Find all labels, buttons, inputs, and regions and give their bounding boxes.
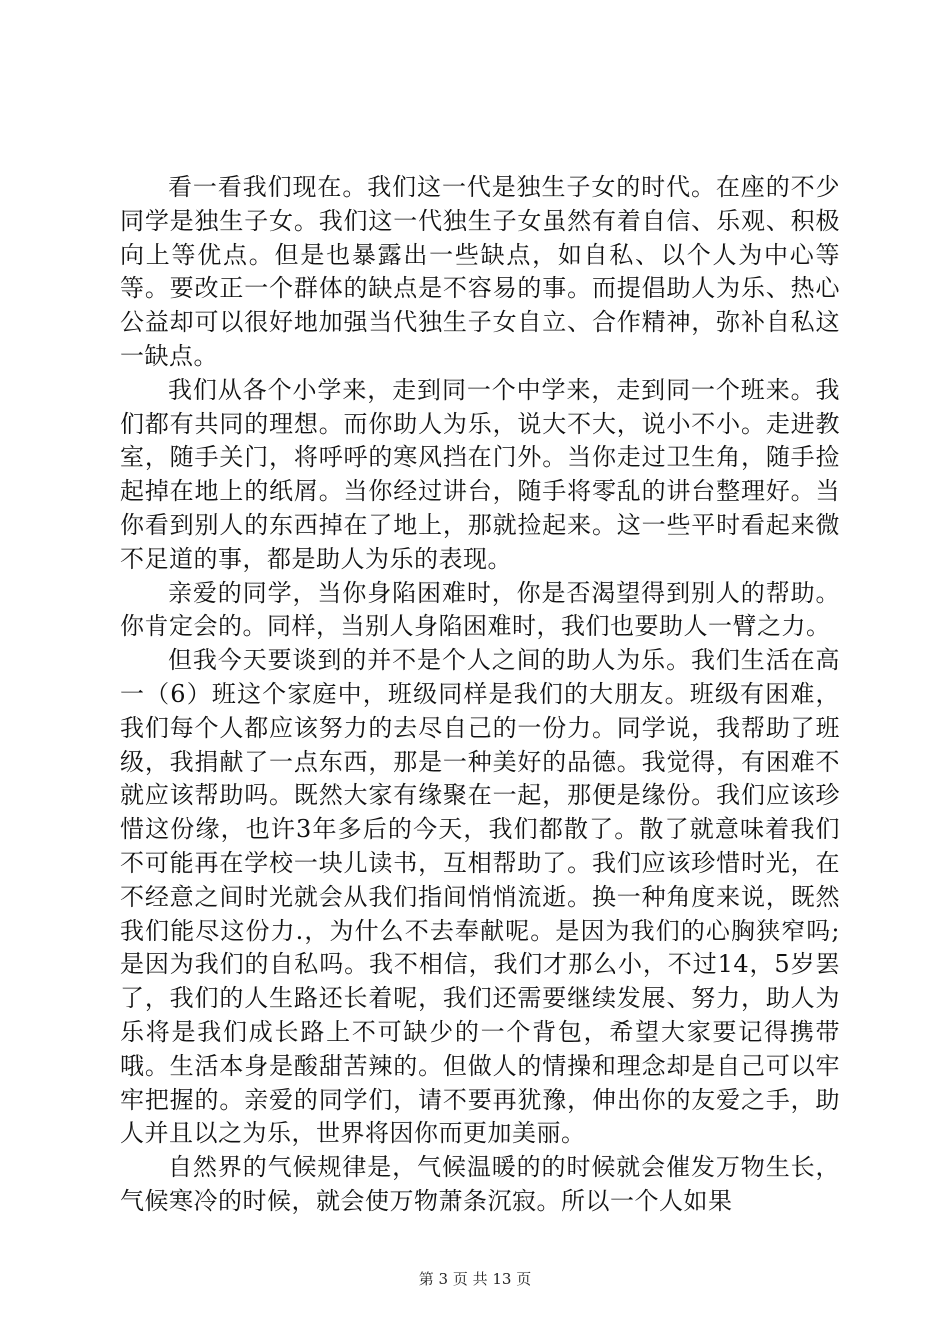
paragraph-2: 我们从各个小学来，走到同一个中学来，走到同一个班来。我们都有共同的理想。而你助人为乐，说大不大，说小不小。走进教室，随手关门，将呼呼的寒风挡在门外。当你走过卫生角，随手捡起掉在地上的纸屑。当你经过讲台，随手将零乱的讲台整理好。当你看到别人的东西掉在了地上，那就捡起来。这一些平时看起来微不足道的事，都是助人为乐的表现。 — [120, 375, 840, 573]
paragraph-3: 亲爱的同学，当你身陷困难时，你是否渴望得到别人的帮助。你肯定会的。同样，当别人身陷困难时，我们也要助人一臂之力。 — [120, 578, 840, 641]
paragraph-4: 但我今天要谈到的并不是个人之间的助人为乐。我们生活在高一（6）班这个家庭中，班级同样是我们的大朋友。班级有困难，我们每个人都应该努力的去尽自己的一份力。同学说，我帮助了班级，我捐献了一点东西，那是一种美好的品德。我觉得，有困难不就应该帮助吗。既然大家有缘聚在一起，那便是缘份。我们应该珍惜这份缘，也许3年多后的今天，我们都散了。散了就意味着我们不可能再在学校一块儿读书，互相帮助了。我们应该珍惜时光，在不经意之间时光就会从我们指间悄悄流逝。换一种角度来说，既然我们能尽这份力.，为什么不去奉献呢。是因为我们的心胸狭窄吗;是因为我们的自私吗。我不相信，我们才那么小，不过14，5岁罢了，我们的人生路还长着呢，我们还需要继续发展、努力，助人为乐将是我们成长路上不可缺少的一个背包，希望大家要记得携带哦。生活本身是酸甜苦辣的。但做人的情操和理念却是自己可以牢牢把握的。亲爱的同学们，请不要再犹豫，伸出你的友爱之手，助人并且以之为乐，世界将因你而更加美丽。 — [120, 646, 840, 1148]
paragraph-5: 自然界的气候规律是，气候温暖的的时候就会催发万物生长，气候寒冷的时候，就会使万物萧条沉寂。所以一个人如果 — [120, 1153, 840, 1215]
page-number-footer: 第 3 页 共 13 页 — [418, 1270, 532, 1288]
paragraph-1: 看一看我们现在。我们这一代是独生子女的时代。在座的不少同学是独生子女。我们这一代独生子女虽然有着自信、乐观、积极向上等优点。但是也暴露出一些缺点，如自私、以个人为中心等等。要改正一个群体的缺点是不容易的事。而提倡助人为乐、热心公益却可以很好地加强当代独生子女自立、合作精神，弥补自私这一缺点。 — [120, 173, 840, 370]
document-body — [120, 171, 840, 1219]
